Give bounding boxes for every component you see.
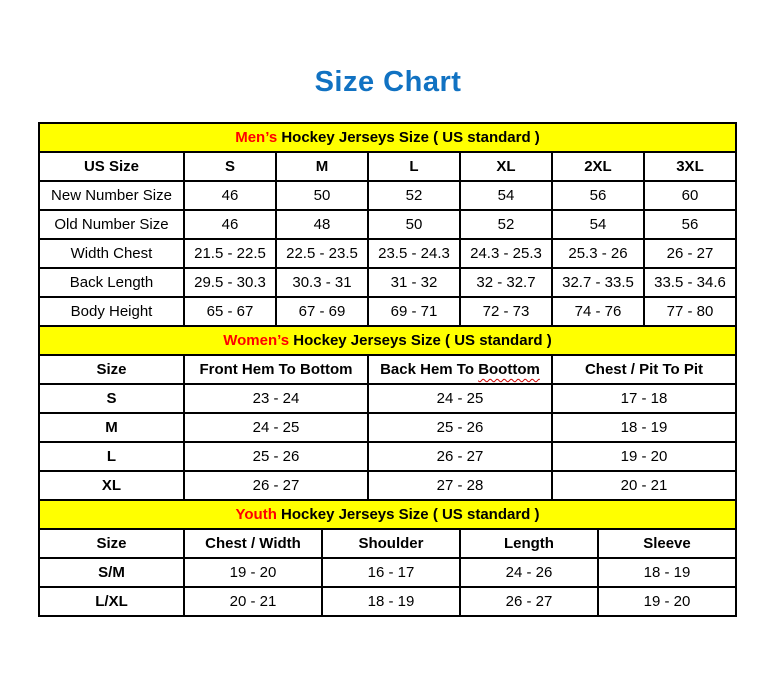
mens-size-table — [38, 122, 737, 327]
mens-size-value: 56 — [644, 210, 736, 239]
youth-column-header: Chest / Width — [184, 529, 322, 558]
youth-size-value: 24 - 26 — [460, 558, 598, 587]
mens-row-label: Width Chest — [39, 239, 184, 268]
mens-size-value: 65 - 67 — [184, 297, 276, 326]
youth-size-value: 18 - 19 — [598, 558, 736, 587]
youth-table-row — [39, 558, 736, 587]
mens-size-value: 46 — [184, 210, 276, 239]
mens-size-value: 52 — [368, 181, 460, 210]
misspelled-word: Boottom — [478, 361, 540, 378]
mens-size-value: 50 — [276, 181, 368, 210]
mens-size-value: 26 - 27 — [644, 239, 736, 268]
mens-size-value: 22.5 - 23.5 — [276, 239, 368, 268]
mens-band-row — [39, 123, 736, 152]
mens-table-row — [39, 181, 736, 210]
youth-size-value: 20 - 21 — [184, 587, 322, 616]
womens-section-title-accent: Women’s — [223, 332, 290, 349]
mens-size-value: 25.3 - 26 — [552, 239, 644, 268]
womens-row-label: S — [39, 384, 184, 413]
mens-size-value: 24.3 - 25.3 — [460, 239, 552, 268]
mens-size-value: 54 — [460, 181, 552, 210]
youth-size-value: 19 - 20 — [184, 558, 322, 587]
youth-section-title-accent: Youth — [235, 506, 277, 523]
youth-column-header: Size — [39, 529, 184, 558]
youth-column-header: Shoulder — [322, 529, 460, 558]
mens-section-title-accent: Men’s — [235, 129, 278, 146]
mens-size-value: 33.5 - 34.6 — [644, 268, 736, 297]
mens-size-value: 54 — [552, 210, 644, 239]
womens-size-value: 19 - 20 — [552, 442, 736, 471]
womens-row-label: XL — [39, 471, 184, 500]
womens-table-row — [39, 442, 736, 471]
mens-header-row — [39, 152, 736, 181]
youth-band-row — [39, 500, 736, 529]
mens-size-value: 74 - 76 — [552, 297, 644, 326]
womens-size-value: 24 - 25 — [184, 413, 368, 442]
womens-section-title-rest: Hockey Jerseys Size ( US standard ) — [289, 332, 552, 349]
mens-size-value: 32.7 - 33.5 — [552, 268, 644, 297]
womens-header-row — [39, 355, 736, 384]
mens-section-title-rest: Hockey Jerseys Size ( US standard ) — [277, 129, 540, 146]
youth-table-row — [39, 587, 736, 616]
womens-table-row — [39, 413, 736, 442]
youth-size-value: 16 - 17 — [322, 558, 460, 587]
womens-size-value: 27 - 28 — [368, 471, 552, 500]
mens-table-row — [39, 210, 736, 239]
mens-size-value: 48 — [276, 210, 368, 239]
mens-size-value: 50 — [368, 210, 460, 239]
mens-size-value: 67 - 69 — [276, 297, 368, 326]
womens-size-value: 17 - 18 — [552, 384, 736, 413]
womens-row-label: L — [39, 442, 184, 471]
mens-column-header: 2XL — [552, 152, 644, 181]
mens-size-value: 52 — [460, 210, 552, 239]
mens-size-value: 69 - 71 — [368, 297, 460, 326]
mens-column-header: US Size — [39, 152, 184, 181]
mens-column-header: XL — [460, 152, 552, 181]
womens-column-header: Size — [39, 355, 184, 384]
youth-size-value: 26 - 27 — [460, 587, 598, 616]
mens-column-header: S — [184, 152, 276, 181]
womens-size-table — [38, 325, 737, 501]
youth-row-label: L/XL — [39, 587, 184, 616]
youth-size-table — [38, 499, 737, 617]
womens-table-row — [39, 471, 736, 500]
womens-column-header: Back Hem To Boottom — [368, 355, 552, 384]
mens-size-value: 56 — [552, 181, 644, 210]
mens-row-label: Old Number Size — [39, 210, 184, 239]
womens-band-row — [39, 326, 736, 355]
youth-header-row — [39, 529, 736, 558]
mens-row-label: New Number Size — [39, 181, 184, 210]
youth-size-value: 18 - 19 — [322, 587, 460, 616]
womens-row-label: M — [39, 413, 184, 442]
womens-section-title — [39, 326, 736, 355]
womens-size-value: 26 - 27 — [184, 471, 368, 500]
size-tables — [38, 122, 737, 617]
youth-size-value: 19 - 20 — [598, 587, 736, 616]
mens-size-value: 31 - 32 — [368, 268, 460, 297]
womens-table-row — [39, 384, 736, 413]
mens-table-row — [39, 239, 736, 268]
mens-size-value: 72 - 73 — [460, 297, 552, 326]
womens-size-value: 23 - 24 — [184, 384, 368, 413]
mens-table-row — [39, 268, 736, 297]
mens-size-value: 32 - 32.7 — [460, 268, 552, 297]
womens-size-value: 25 - 26 — [184, 442, 368, 471]
womens-size-value: 25 - 26 — [368, 413, 552, 442]
mens-column-header: M — [276, 152, 368, 181]
youth-section-title-rest: Hockey Jerseys Size ( US standard ) — [276, 506, 540, 523]
mens-row-label: Back Length — [39, 268, 184, 297]
womens-size-value: 24 - 25 — [368, 384, 552, 413]
mens-section-title — [39, 123, 736, 152]
youth-column-header: Length — [460, 529, 598, 558]
mens-size-value: 21.5 - 22.5 — [184, 239, 276, 268]
womens-size-value: 18 - 19 — [552, 413, 736, 442]
youth-section-title — [39, 500, 736, 529]
womens-column-header: Chest / Pit To Pit — [552, 355, 736, 384]
mens-size-value: 46 — [184, 181, 276, 210]
youth-row-label: S/M — [39, 558, 184, 587]
mens-row-label: Body Height — [39, 297, 184, 326]
womens-size-value: 26 - 27 — [368, 442, 552, 471]
mens-size-value: 30.3 - 31 — [276, 268, 368, 297]
mens-size-value: 23.5 - 24.3 — [368, 239, 460, 268]
youth-column-header: Sleeve — [598, 529, 736, 558]
mens-size-value: 60 — [644, 181, 736, 210]
mens-column-header: 3XL — [644, 152, 736, 181]
mens-size-value: 29.5 - 30.3 — [184, 268, 276, 297]
mens-size-value: 77 - 80 — [644, 297, 736, 326]
mens-column-header: L — [368, 152, 460, 181]
page-title: Size Chart — [314, 66, 462, 98]
womens-size-value: 20 - 21 — [552, 471, 736, 500]
womens-column-header: Front Hem To Bottom — [184, 355, 368, 384]
mens-table-row — [39, 297, 736, 326]
